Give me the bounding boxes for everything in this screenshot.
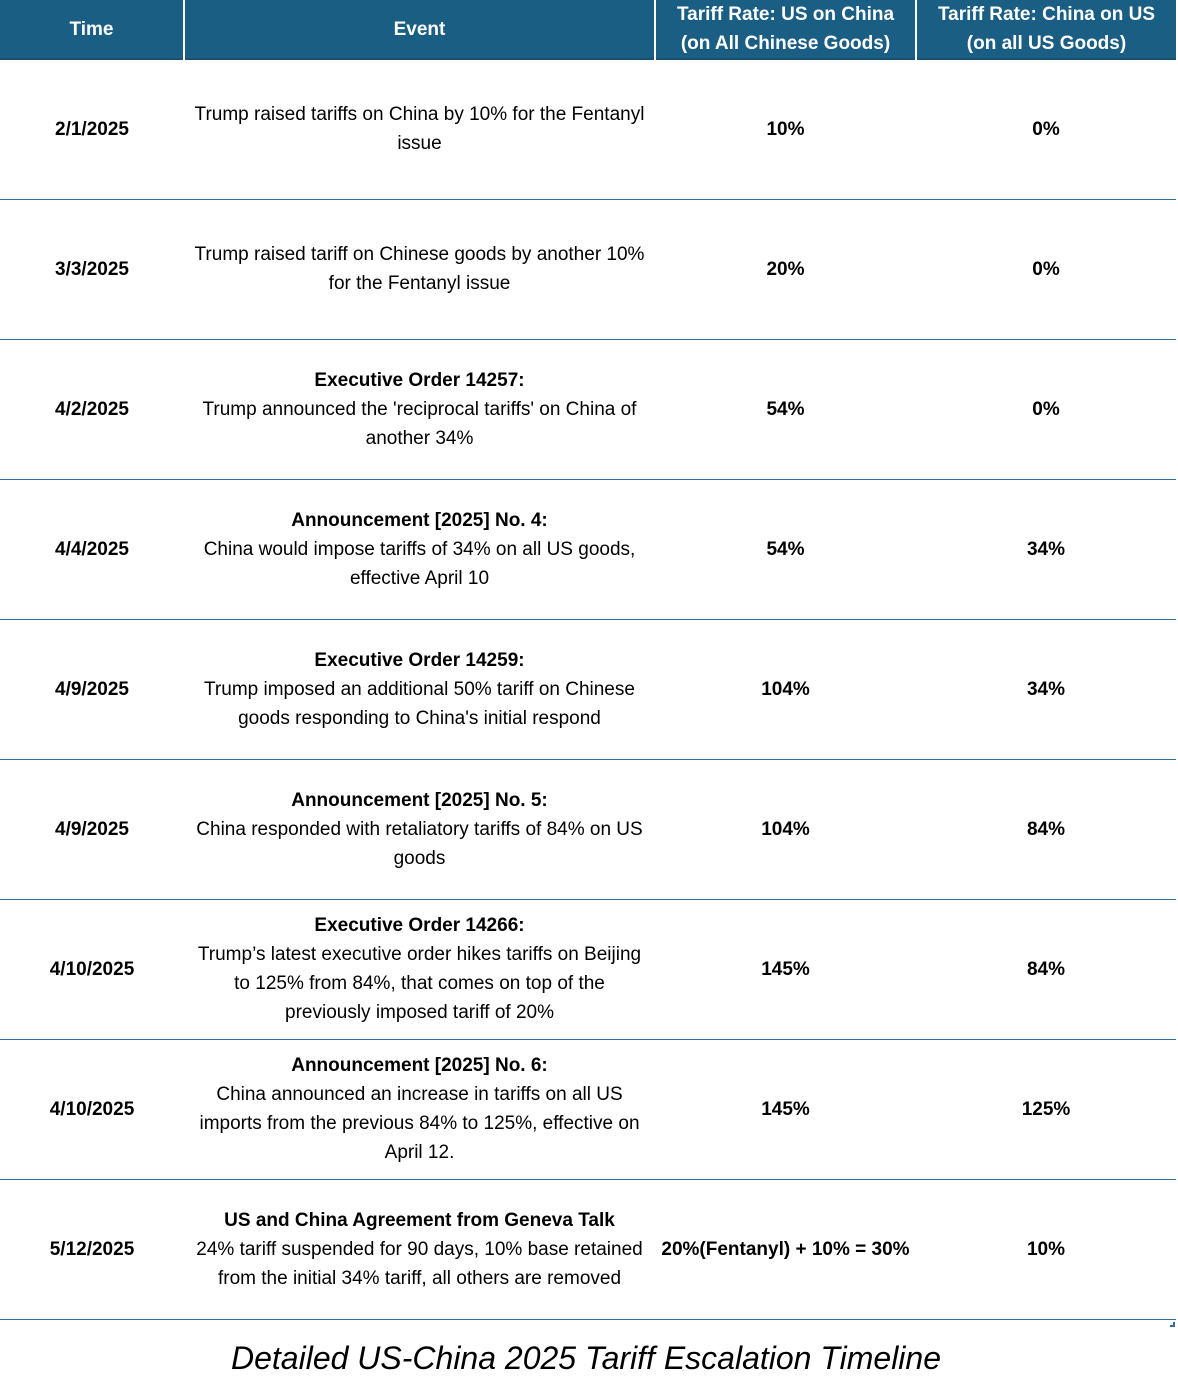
- header-us-on-china-line1: Tariff Rate: US on China: [676, 4, 895, 25]
- table-row: [0, 59, 1176, 199]
- cell-event: [184, 759, 655, 899]
- table-corner-mark: [1170, 1322, 1175, 1327]
- cell-china-on-us-rate: 0%: [1032, 118, 1060, 140]
- cell-time: 4/2/2025: [55, 398, 129, 420]
- cell-us-on-china-rate: 20%(Fentanyl) + 10% = 30%: [661, 1238, 910, 1260]
- event-description: China would impose tariffs of 34% on all US goods, effective April 10: [203, 538, 636, 589]
- cell-china-on-us-rate: 0%: [1032, 258, 1060, 280]
- cell-us-on-china-rate: 145%: [761, 958, 810, 980]
- header-china-on-us-line2: (on all US Goods): [966, 33, 1127, 54]
- cell-china-on-us-rate: 84%: [1026, 958, 1066, 980]
- cell-us-on-china-rate: 145%: [761, 1098, 810, 1120]
- table-row: [0, 1179, 1176, 1319]
- event-description: 24% tariff suspended for 90 days, 10% base retained from the initial 34% tariff, all others are removed: [196, 1238, 643, 1289]
- header-us-on-china-line2: (on All Chinese Goods): [680, 33, 891, 54]
- table-row: [0, 199, 1176, 339]
- event-description: Trump raised tariff on Chinese goods by another 10% for the Fentanyl issue: [194, 244, 645, 294]
- event-description: Trump raised tariffs on China by 10% for the Fentanyl issue: [194, 104, 645, 155]
- cell-time: 4/10/2025: [49, 1098, 135, 1120]
- cell-time: 2/1/2025: [0, 59, 184, 199]
- event-description: China announced an increase in tariffs on all US imports from the previous 84% to 125%, effective on April 12.: [199, 1084, 640, 1163]
- event-heading: US and China Agreement from Geneva Talk: [224, 1209, 615, 1231]
- cell-time: 4/4/2025: [55, 538, 129, 560]
- cell-time: 4/9/2025: [55, 678, 129, 700]
- cell-time: 4/10/2025: [49, 958, 135, 980]
- header-us-on-china: [655, 0, 916, 59]
- cell-us-on-china-rate: 104%: [761, 678, 810, 700]
- cell-china-on-us-rate: 125%: [1021, 1098, 1071, 1120]
- cell-china-on-us-rate: 0%: [1032, 398, 1060, 420]
- event-heading: Executive Order 14257:: [314, 369, 525, 391]
- cell-event: [184, 1179, 655, 1319]
- cell-time: 4/9/2025: [55, 818, 129, 840]
- cell-china-on-us-rate: 10%: [1026, 1238, 1066, 1260]
- cell-event: [184, 619, 655, 759]
- table-body: [0, 59, 1176, 1319]
- event-description: Trump imposed an additional 50% tariff on Chinese goods responding to China's initial respond: [204, 678, 635, 729]
- cell-china-on-us-rate: 84%: [1026, 818, 1066, 840]
- cell-time: 5/12/2025: [49, 1238, 135, 1260]
- header-event: Event: [184, 0, 655, 59]
- cell-event: [184, 1039, 655, 1179]
- event-heading: Announcement [2025] No. 4:: [291, 509, 548, 531]
- cell-china-on-us-rate: 34%: [1026, 678, 1066, 700]
- cell-us-on-china-rate: 20%: [766, 258, 805, 280]
- cell-event: [184, 899, 655, 1039]
- table-header: [0, 0, 1176, 59]
- table-row: [0, 479, 1176, 619]
- cell-us-on-china-rate: 54%: [766, 398, 805, 420]
- header-china-on-us: [916, 0, 1176, 59]
- cell-event: [184, 479, 655, 619]
- cell-us-on-china-rate: 10%: [766, 118, 805, 140]
- event-description: Trump’s latest executive order hikes tariffs on Beijing to 125% from 84%, that comes on top of the previously imposed tariff of 20%: [197, 944, 642, 1023]
- cell-event: [184, 59, 655, 199]
- cell-event: [184, 339, 655, 479]
- table-caption: Detailed US-China 2025 Tariff Escalation Timeline: [231, 1340, 941, 1376]
- event-heading: Announcement [2025] No. 5:: [291, 789, 548, 811]
- event-heading: Executive Order 14266:: [314, 915, 525, 936]
- cell-us-on-china-rate: 54%: [766, 538, 805, 560]
- table-row: [0, 759, 1176, 899]
- event-heading: Announcement [2025] No. 6:: [291, 1055, 548, 1076]
- cell-china-on-us-rate: 34%: [1026, 538, 1066, 560]
- event-description: Trump announced the 'reciprocal tariffs' on China of another 34%: [202, 398, 637, 449]
- header-time: Time: [0, 0, 184, 59]
- event-heading: Executive Order 14259:: [314, 649, 525, 671]
- header-china-on-us-line1: Tariff Rate: China on US: [937, 4, 1156, 25]
- cell-event: [184, 199, 655, 339]
- cell-us-on-china-rate: 104%: [761, 818, 810, 840]
- cell-time: 3/3/2025: [55, 258, 129, 280]
- header-row: [0, 0, 1176, 59]
- table-row: [0, 899, 1176, 1039]
- table-row: [0, 619, 1176, 759]
- table-row: [0, 1039, 1176, 1179]
- event-description: China responded with retaliatory tariffs of 84% on US goods: [196, 818, 643, 869]
- table-row: [0, 339, 1176, 479]
